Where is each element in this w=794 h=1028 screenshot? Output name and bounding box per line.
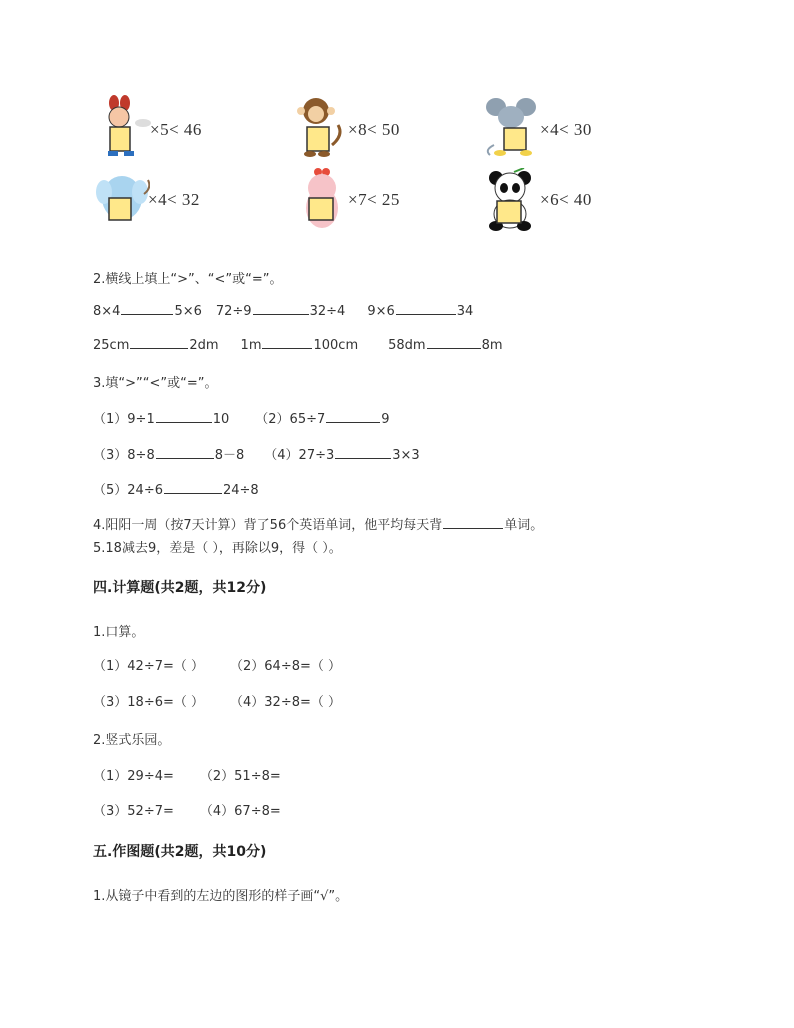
q4-before: 4.阳阳一周（按7天计算）背了56个英语单词，他平均每天背	[93, 518, 443, 533]
q3-5-left: 24÷6	[127, 483, 163, 498]
q2-title: 2.横线上填上“>”、“<”或“=”。	[93, 272, 283, 287]
q3-2-left: 65÷7	[289, 412, 326, 427]
q2-r1-a-left: 8×4	[93, 304, 121, 319]
panda-icon	[484, 168, 538, 232]
q2-r2-a-left: 25cm	[93, 338, 130, 353]
q4	[93, 514, 543, 533]
q3-2-right: 9	[381, 412, 390, 427]
section-4-heading: 四.计算题(共2题，共12分)	[93, 580, 267, 596]
expr-elephant: ×4< 32	[148, 190, 200, 209]
q4-after: 单词。	[504, 518, 544, 533]
blank[interactable]	[427, 347, 481, 349]
q3-3-left: 8÷8	[127, 448, 155, 463]
q5: 5.18减去9，差是（ ），再除以9，得（ ）。	[93, 541, 342, 556]
calc1-row2	[93, 691, 341, 710]
q3-1-num: （1）	[93, 412, 128, 427]
blank[interactable]	[396, 313, 456, 315]
calc2-item: （4）67÷8=	[199, 804, 281, 819]
q3-row3	[93, 479, 259, 498]
q3-4-num: （4）	[264, 448, 299, 463]
calc2-title: 2.竖式乐园。	[93, 733, 171, 748]
blank[interactable]	[262, 347, 312, 349]
q2-r1-c-left: 9×6	[367, 304, 395, 319]
calc2-item: （3）52÷7=	[93, 804, 174, 819]
blank[interactable]	[156, 457, 214, 459]
calc1-item: （2）64÷8=（ ）	[230, 659, 342, 674]
calc2-item: （1）29÷4=	[93, 769, 174, 784]
blank[interactable]	[164, 492, 222, 494]
calc2-row1	[93, 765, 281, 784]
expr-rabbit: ×5< 46	[150, 120, 202, 139]
mouse-icon	[484, 95, 538, 159]
q3-1-right: 10	[212, 412, 230, 427]
q3-3-num: （3）	[93, 448, 128, 463]
q2-r2-a-right: 2dm	[189, 338, 219, 353]
expr-mouse: ×4< 30	[540, 120, 592, 139]
calc2-row2	[93, 800, 281, 819]
q3-title: 3.填“>”“<”或“=”。	[93, 376, 218, 391]
q2-r1-b-left: 72÷9	[215, 304, 252, 319]
calc1-title: 1.口算。	[93, 625, 145, 640]
q3-2-num: （2）	[255, 412, 290, 427]
blank[interactable]	[121, 313, 173, 315]
q3-row1	[93, 408, 390, 427]
blank[interactable]	[156, 421, 212, 423]
q2-r1-a-right: 5×6	[174, 304, 202, 319]
q2-r2-b-left: 1m	[240, 338, 262, 353]
calc1-item: （4）32÷8=（ ）	[230, 695, 342, 710]
blank[interactable]	[326, 421, 380, 423]
section-5-heading: 五.作图题(共2题，共10分)	[93, 844, 267, 860]
q3-3-right: 8－8	[214, 448, 245, 463]
q2-r2-c-left: 58dm	[388, 338, 426, 353]
q2-r1-b-right: 32÷4	[309, 304, 346, 319]
q2-row1	[93, 304, 473, 319]
q2-r2-c-right: 8m	[481, 338, 503, 353]
expr-panda: ×6< 40	[540, 190, 592, 209]
draw1-question: 1.从镜子中看到的左边的图形的样子画“√”。	[93, 889, 349, 904]
q2-r2-b-right: 100cm	[313, 338, 359, 353]
blank[interactable]	[253, 313, 309, 315]
q2-r1-c-right: 34	[456, 304, 474, 319]
q3-4-left: 27÷3	[298, 448, 335, 463]
pig-icon	[296, 168, 350, 232]
q3-5-num: （5）	[93, 483, 128, 498]
q3-1-left: 9÷1	[127, 412, 155, 427]
rabbit-character-icon	[98, 95, 152, 159]
blank[interactable]	[335, 457, 391, 459]
blank[interactable]	[130, 347, 188, 349]
calc2-item: （2）51÷8=	[199, 769, 281, 784]
expr-pig: ×7< 25	[348, 190, 400, 209]
q3-4-right: 3×3	[392, 448, 420, 463]
elephant-icon	[96, 168, 150, 232]
calc1-item: （3）18÷6=（ ）	[93, 695, 205, 710]
q2-row2	[93, 338, 503, 353]
calc1-row1	[93, 655, 341, 674]
blank[interactable]	[443, 527, 503, 529]
q3-5-right: 24÷8	[223, 483, 259, 498]
expr-monkey: ×8< 50	[348, 120, 400, 139]
calc1-item: （1）42÷7=（ ）	[93, 659, 205, 674]
monkey-icon	[292, 95, 346, 159]
q3-row2	[93, 444, 420, 463]
